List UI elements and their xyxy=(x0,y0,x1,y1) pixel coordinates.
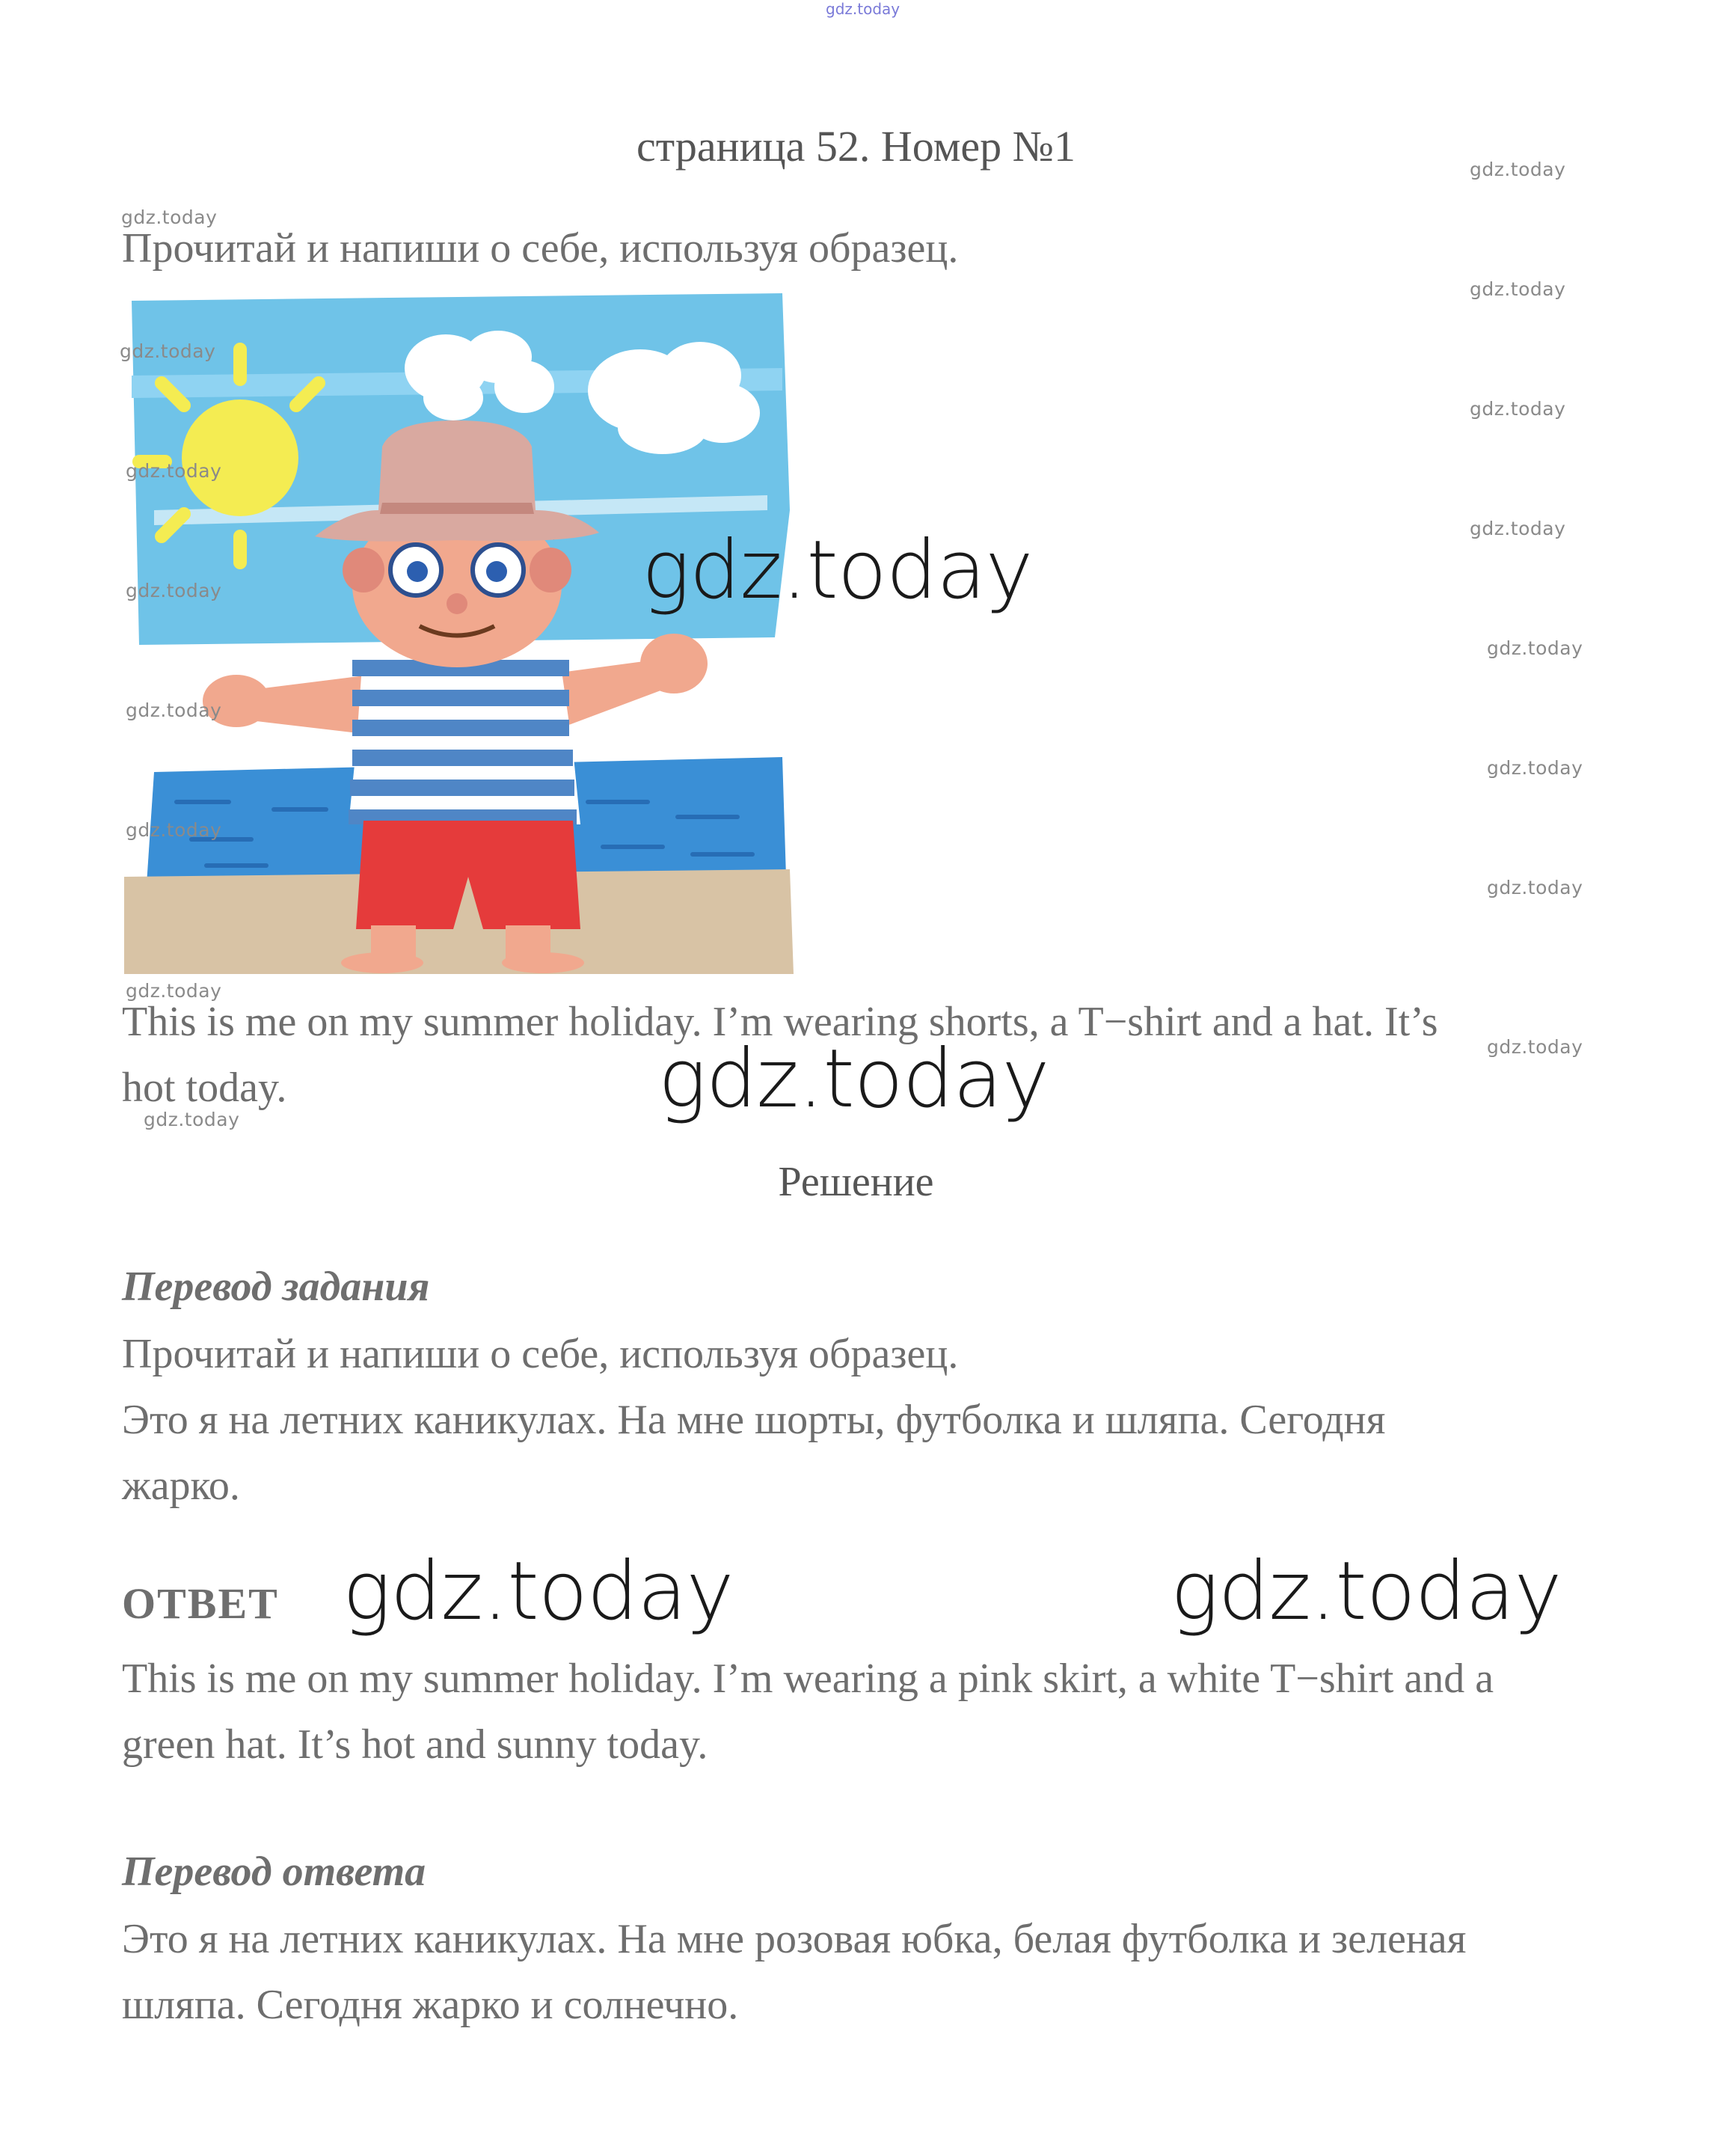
watermark-small: gdz.today xyxy=(121,206,218,228)
watermark-small: gdz.today xyxy=(1470,518,1566,539)
watermark-big: gdz.today xyxy=(343,1545,734,1638)
example-line-2: hot today. xyxy=(122,1065,287,1111)
translation-task-heading: Перевод задания xyxy=(122,1264,430,1310)
watermark-small: gdz.today xyxy=(126,980,222,1002)
watermark-small: gdz.today xyxy=(126,580,222,601)
watermark-small: gdz.today xyxy=(126,460,222,482)
translation-task-line-1: Прочитай и напиши о себе, используя образец. xyxy=(122,1331,959,1377)
translation-answer-line-2: шляпа. Сегодня жарко и солнечно. xyxy=(122,1982,739,2028)
striped-shirt xyxy=(349,645,580,824)
translation-task-line-2: Это я на летних каникулах. На мне шорты, футболка и шляпа. Сегодня xyxy=(122,1397,1386,1443)
answer-line-1: This is me on my summer holiday. I’m wearing a pink skirt, a white T−shirt and a xyxy=(122,1656,1494,1702)
watermark-small: gdz.today xyxy=(1487,637,1583,659)
answer-label: ОТВЕТ xyxy=(122,1579,279,1628)
watermark-top: gdz.today xyxy=(826,0,901,18)
watermark-small: gdz.today xyxy=(1487,757,1583,779)
solution-label: Решение xyxy=(778,1159,934,1205)
watermark-big: gdz.today xyxy=(658,1032,1049,1126)
watermark-small: gdz.today xyxy=(126,819,222,841)
watermark-small: gdz.today xyxy=(1470,278,1566,300)
translation-answer-line-1: Это я на летних каникулах. На мне розовая юбка, белая футболка и зеленая xyxy=(122,1916,1467,1962)
boy-on-beach-illustration xyxy=(124,286,797,974)
watermark-small: gdz.today xyxy=(144,1109,240,1130)
watermark-small: gdz.today xyxy=(1487,877,1583,898)
watermark-small: gdz.today xyxy=(126,699,222,721)
translation-answer-heading: Перевод ответа xyxy=(122,1849,426,1895)
watermark-small: gdz.today xyxy=(1487,1036,1583,1058)
watermark-small: gdz.today xyxy=(1470,398,1566,420)
answer-line-2: green hat. It’s hot and sunny today. xyxy=(122,1721,708,1768)
translation-task-line-3: жарко. xyxy=(122,1463,240,1509)
watermark-big: gdz.today xyxy=(1171,1545,1562,1638)
watermark-small: gdz.today xyxy=(1470,159,1566,180)
watermark-small: gdz.today xyxy=(120,340,216,362)
task-text: Прочитай и напиши о себе, используя образец. xyxy=(122,225,959,272)
example-line-1: This is me on my summer holiday. I’m wearing shorts, a T−shirt and a hat. It’s xyxy=(122,999,1438,1045)
watermark-big: gdz.today xyxy=(642,524,1033,617)
page-title: страница 52. Номер №1 xyxy=(636,122,1076,171)
